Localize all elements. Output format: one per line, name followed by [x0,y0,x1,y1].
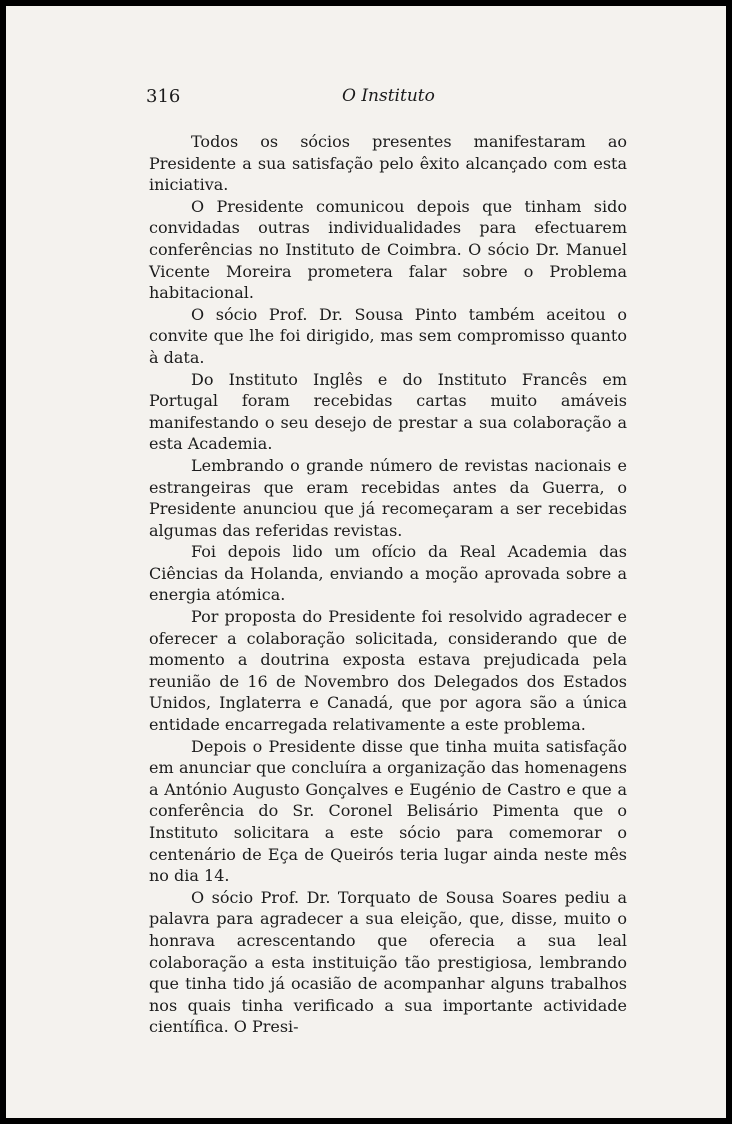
paragraph: O Presidente comunicou depois que tinham sido convidadas outras individualidades para efectuarem conferências no Instituto de Coimbra. O sócio Dr. Manuel Vicente Moreira prometera falar sobre o Problema habitacional. [149,196,627,303]
paragraph: Foi depois lido um ofício da Real Academia das Ciências da Holanda, enviando a moção aprovada sobre a energia atómica. [149,542,627,605]
paragraph: Do Instituto Inglês e do Instituto Francês em Portugal foram recebidas cartas muito amáveis manifestando o seu desejo de prestar a sua colaboração a esta Academia. [149,369,627,454]
page-header [146,86,634,112]
paragraph: Todos os sócios presentes manifestaram ao Presidente a sua satisfação pelo êxito alcançado com esta iniciativa. [149,132,627,195]
page-number: 316 [146,86,181,107]
paragraph: Lembrando o grande número de revistas nacionais e estrangeiras que eram recebidas antes da Guerra, o Presidente anunciou que já recomeçaram a ser recebidas algumas das referidas revistas. [149,455,627,540]
running-title: O Instituto [342,86,435,106]
paragraph: O sócio Prof. Dr. Torquato de Sousa Soares pediu a palavra para agradecer a sua eleição, que, disse, muito o honrava acrescentando que oferecia a sua leal colaboração a esta instituição tão prestigiosa, lembrando que tinha tido já ocasião de acompanhar alguns trabalhos nos quais tinha verificado a sua importante actividade científica. O Presi- [149,887,627,1037]
body-text [149,131,627,1038]
paragraph: O sócio Prof. Dr. Sousa Pinto também aceitou o convite que lhe foi dirigido, mas sem compromisso quanto à data. [149,304,627,367]
paragraph: Depois o Presidente disse que tinha muita satisfação em anunciar que concluíra a organização das homenagens a António Augusto Gonçalves e Eugénio de Castro e que a conferência do Sr. Coronel Belisário Pimenta que o Instituto solicitara a este sócio para comemorar o centenário de Eça de Queirós teria lugar ainda neste mês no dia 14. [149,736,627,886]
paragraph: Por proposta do Presidente foi resolvido agradecer e oferecer a colaboração solicitada, considerando que de momento a doutrina exposta estava prejudicada pela reunião de 16 de Novembro dos Delegados dos Estados Unidos, Inglaterra e Canadá, que por agora são a única entidade encarregada relativamente a este problema. [149,607,627,735]
scanned-page [6,6,726,1118]
